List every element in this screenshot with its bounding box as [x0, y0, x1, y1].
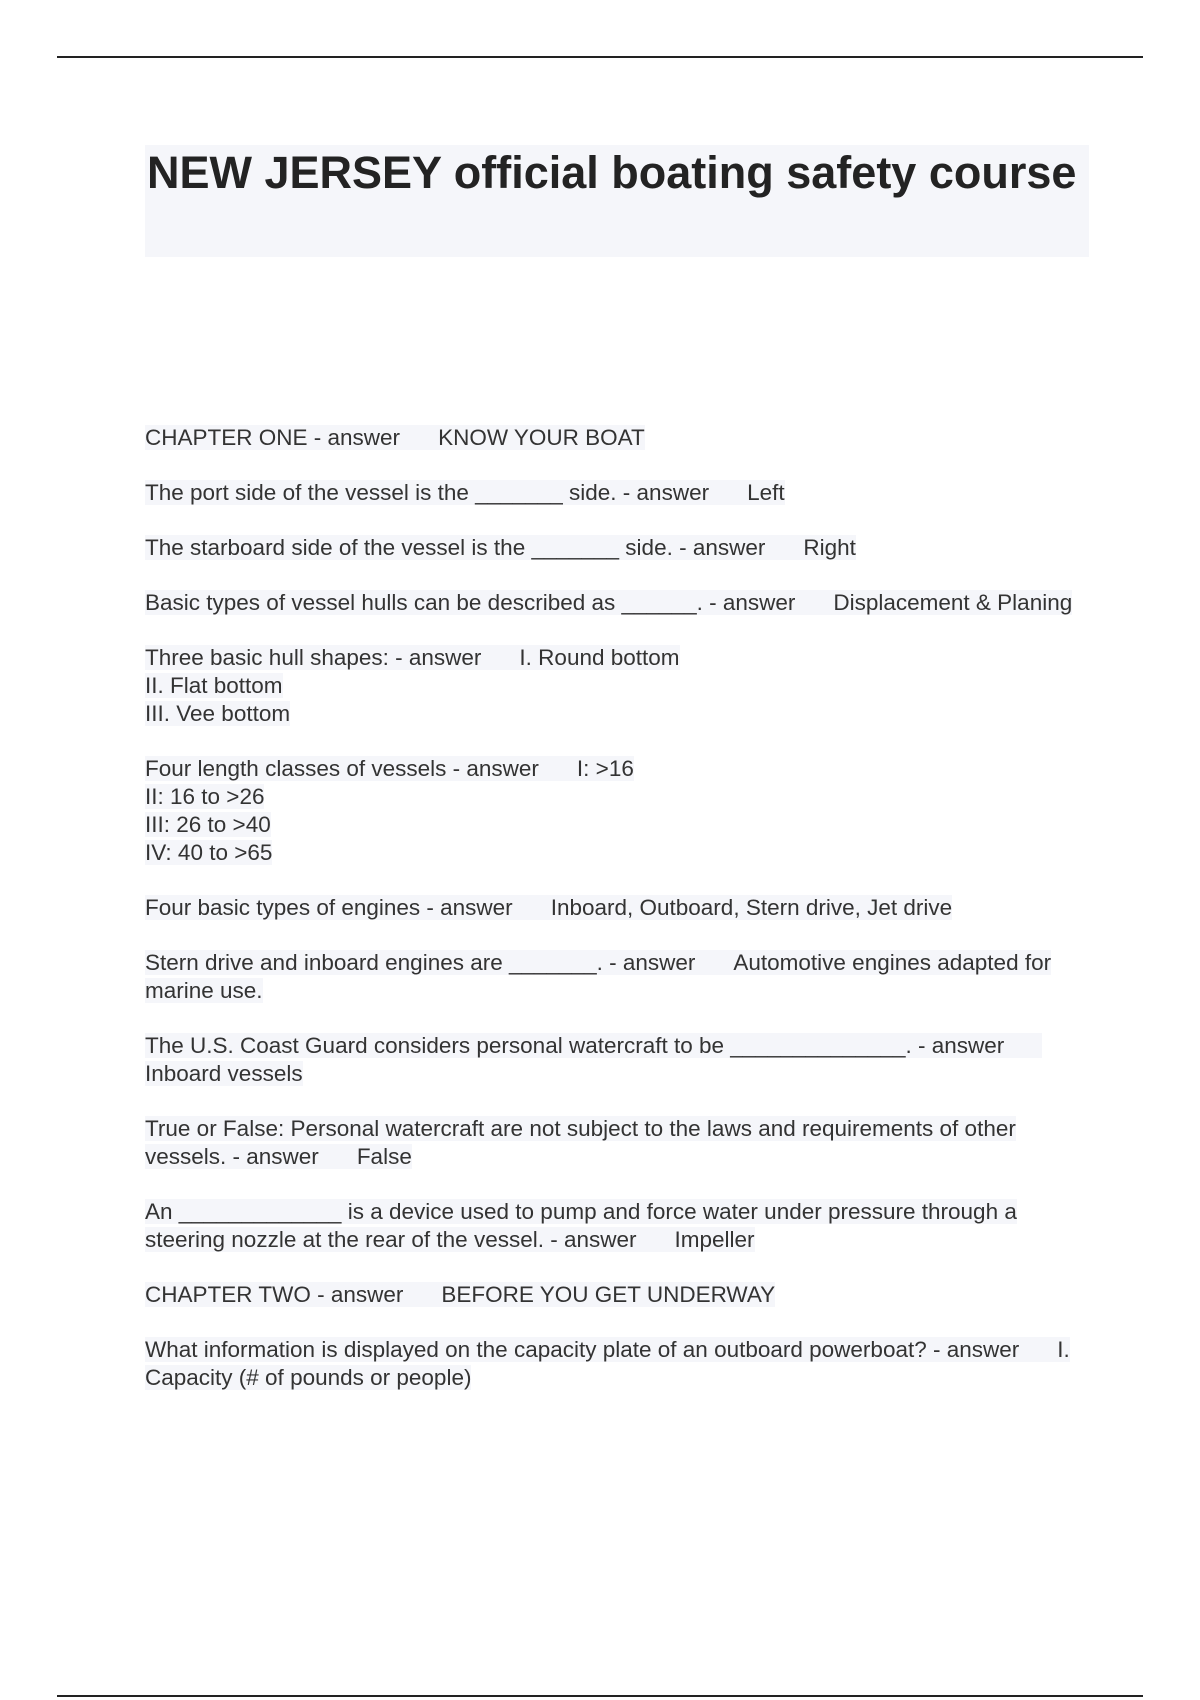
document-header [145, 145, 1089, 257]
question-text: CHAPTER ONE - answer [145, 425, 401, 450]
answer-text: BEFORE YOU GET UNDERWAY [441, 1282, 776, 1307]
answer-text: Right [803, 535, 856, 560]
question-text: Stern drive and inboard engines are _______. - answer [145, 950, 696, 975]
qa-item [145, 424, 1089, 452]
qa-item [145, 755, 1089, 867]
question-text: An _____________ is a device used to pump and force water under pressure through a steering nozzle at the rear of the vessel. - answer [145, 1199, 1017, 1252]
answer-text: False [356, 1144, 412, 1169]
question-text: Basic types of vessel hulls can be described as ______. - answer [145, 590, 796, 615]
qa-item [145, 1281, 1089, 1309]
answer-text: I: >16 II: 16 to >26 III: 26 to >40 IV: 40 to >65 [145, 756, 634, 865]
answer-text: Displacement & Planing [833, 590, 1073, 615]
qa-item [145, 1198, 1089, 1254]
qa-item [145, 1115, 1089, 1171]
answer-text: I. Round bottom II. Flat bottom III. Vee bottom [145, 645, 680, 726]
question-text: CHAPTER TWO - answer [145, 1282, 404, 1307]
qa-item [145, 589, 1089, 617]
question-text: What information is displayed on the capacity plate of an outboard powerboat? - answer [145, 1337, 1020, 1362]
page-title: NEW JERSEY official boating safety course [147, 147, 1077, 198]
qa-item [145, 534, 1089, 562]
qa-item [145, 479, 1089, 507]
qa-item [145, 894, 1089, 922]
bottom-rule [57, 1695, 1143, 1697]
question-text: Four length classes of vessels - answer [145, 756, 539, 781]
top-rule [57, 56, 1143, 58]
question-text: The U.S. Coast Guard considers personal watercraft to be ______________. - answer [145, 1033, 1005, 1058]
answer-text: Inboard vessels [145, 1061, 303, 1086]
qa-item [145, 1336, 1089, 1392]
question-text: Three basic hull shapes: - answer [145, 645, 482, 670]
question-text: Four basic types of engines - answer [145, 895, 513, 920]
answer-text: KNOW YOUR BOAT [438, 425, 645, 450]
qa-item [145, 644, 1089, 728]
qa-item [145, 949, 1089, 1005]
question-text: The port side of the vessel is the _______ side. - answer [145, 480, 710, 505]
qa-list [145, 424, 1089, 1419]
title-box [145, 145, 1089, 257]
answer-text: Impeller [674, 1227, 755, 1252]
answer-text: Inboard, Outboard, Stern drive, Jet drive [550, 895, 953, 920]
qa-item [145, 1032, 1089, 1088]
question-text: The starboard side of the vessel is the _______ side. - answer [145, 535, 766, 560]
answer-text: Left [747, 480, 785, 505]
answer-text: I. Capacity (# of pounds or people) [145, 1337, 1070, 1390]
question-text: True or False: Personal watercraft are not subject to the laws and requirements of other vessels. - answer [145, 1116, 1016, 1169]
answer-text: Automotive engines adapted for marine use. [145, 950, 1052, 1003]
